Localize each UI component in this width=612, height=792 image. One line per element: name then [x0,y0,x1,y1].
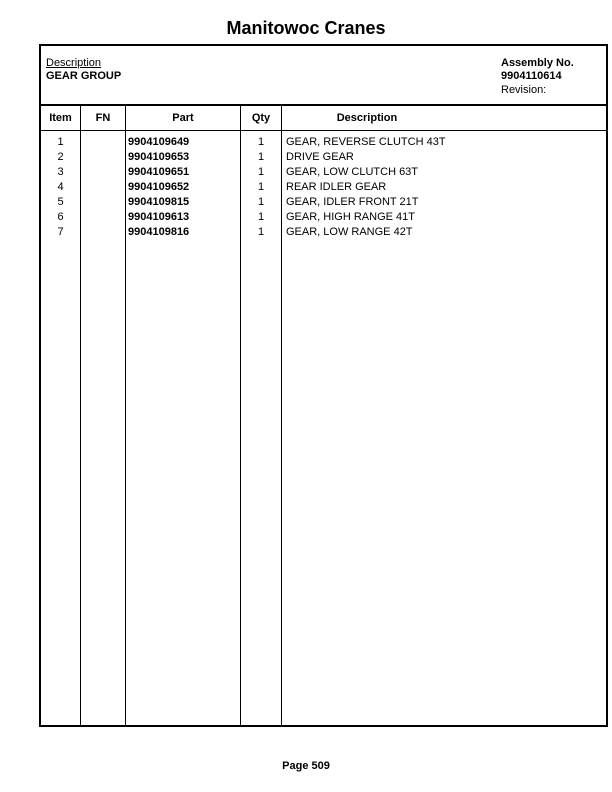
assembly-number-label: Assembly No. [501,57,574,69]
column-header-item: Item [49,112,72,124]
cell-item: 7 [57,226,64,238]
table-row [41,196,606,211]
page-title: Manitowoc Cranes [226,18,386,38]
cell-description: GEAR, HIGH RANGE 41T [286,211,415,223]
cell-description: GEAR, LOW RANGE 42T [286,226,413,238]
description-value: GEAR GROUP [46,70,122,82]
cell-part: 9904109613 [128,211,190,223]
cell-item: 4 [57,181,64,193]
column-header-description: Description [336,112,398,124]
cell-item: 1 [57,136,64,148]
description-label: Description [46,57,102,69]
cell-qty: 1 [257,181,265,193]
cell-description: GEAR, IDLER FRONT 21T [286,196,419,208]
table-row [41,226,606,241]
cell-part: 9904109816 [128,226,190,238]
cell-description: GEAR, LOW CLUTCH 63T [286,166,419,178]
column-header-part: Part [172,112,194,124]
table-row [41,136,606,151]
cell-part: 9904109649 [128,136,190,148]
table-row [41,166,606,181]
cell-part: 9904109652 [128,181,190,193]
page-number: Page 509 [282,760,330,772]
column-header-fn: FN [95,112,111,124]
table-body [41,136,606,241]
table-row [41,181,606,196]
cell-part: 9904109653 [128,151,190,163]
cell-qty: 1 [257,166,265,178]
cell-qty: 1 [257,136,265,148]
cell-qty: 1 [257,226,265,238]
cell-description: DRIVE GEAR [286,151,354,163]
cell-item: 5 [57,196,64,208]
table-row [41,211,606,226]
assembly-number-value: 9904110614 [501,70,562,82]
assembly-header [41,46,606,106]
cell-part: 9904109651 [128,166,190,178]
cell-description: REAR IDLER GEAR [286,181,387,193]
table-row [41,151,606,166]
cell-qty: 1 [257,211,265,223]
cell-item: 2 [57,151,64,163]
cell-qty: 1 [257,196,265,208]
cell-part: 9904109815 [128,196,190,208]
cell-item: 3 [57,166,64,178]
cell-qty: 1 [257,151,265,163]
cell-description: GEAR, REVERSE CLUTCH 43T [286,136,446,148]
cell-item: 6 [57,211,64,223]
column-header-qty: Qty [251,112,271,124]
revision-label: Revision: [501,84,547,96]
parts-list-frame [39,44,608,727]
